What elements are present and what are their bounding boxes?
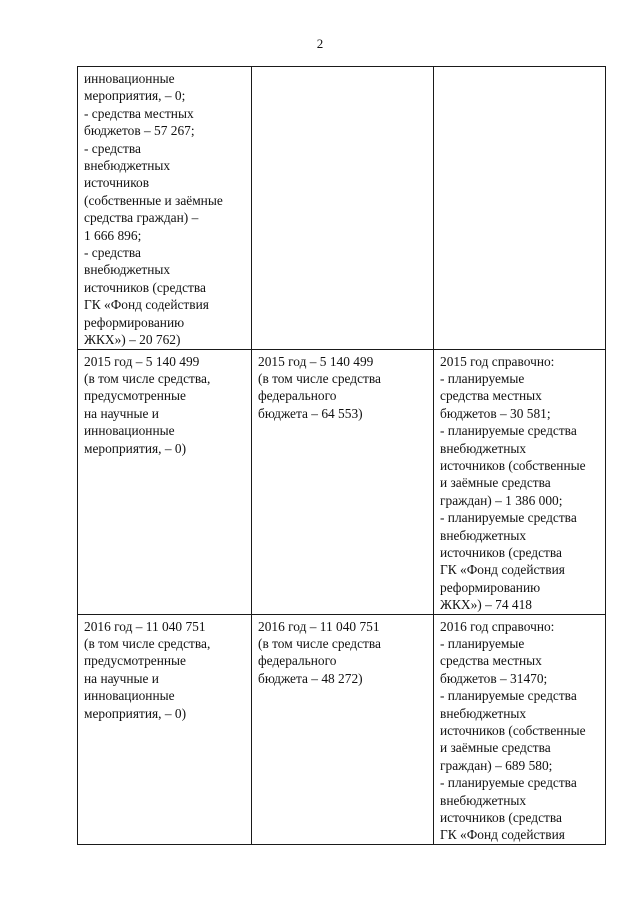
table-cell-total-funding: 2016 год – 11 040 751 (в том числе средства, предусмотренные на научные и инновационные мероприятия, – 0) xyxy=(78,614,252,844)
table-cell-federal-funding xyxy=(252,67,434,350)
table-cell-total-funding: 2015 год – 5 140 499 (в том числе средства, предусмотренные на научные и инновационные мероприятия, – 0) xyxy=(78,349,252,614)
table-cell-reference-funding xyxy=(434,67,606,350)
table-cell-federal-funding: 2016 год – 11 040 751 (в том числе средства федерального бюджета – 48 272) xyxy=(252,614,434,844)
table-row-2015 xyxy=(78,349,606,614)
page-number: 2 xyxy=(316,36,324,51)
table-cell-federal-funding: 2015 год – 5 140 499 (в том числе средства федерального бюджета – 64 553) xyxy=(252,349,434,614)
table-row-continuation xyxy=(78,67,606,350)
table-cell-reference-funding: 2016 год справочно: - планируемые средства местных бюджетов – 31470; - планируемые средства внебюджетных источников (собственные и заёмные средства граждан) – 689 580; - планируемые средства внебюджетных источников (средства ГК «Фонд содействия xyxy=(434,614,606,844)
table-cell-reference-funding: 2015 год справочно: - планируемые средства местных бюджетов – 30 581; - планируемые средства внебюджетных источников (собственные и заёмные средства граждан) – 1 386 000; - планируемые средства внебюджетных источников (средства ГК «Фонд содействия реформированию ЖКХ») – 74 418 xyxy=(434,349,606,614)
financing-table xyxy=(77,66,606,845)
table-row-2016 xyxy=(78,614,606,844)
table-cell-total-funding: инновационные мероприятия, – 0; - средства местных бюджетов – 57 267; - средства внебюджетных источников (собственные и заёмные средства граждан) – 1 666 896; - средства внебюджетных источников (средства ГК «Фонд содействия реформированию ЖКХ») – 20 762) xyxy=(78,67,252,350)
